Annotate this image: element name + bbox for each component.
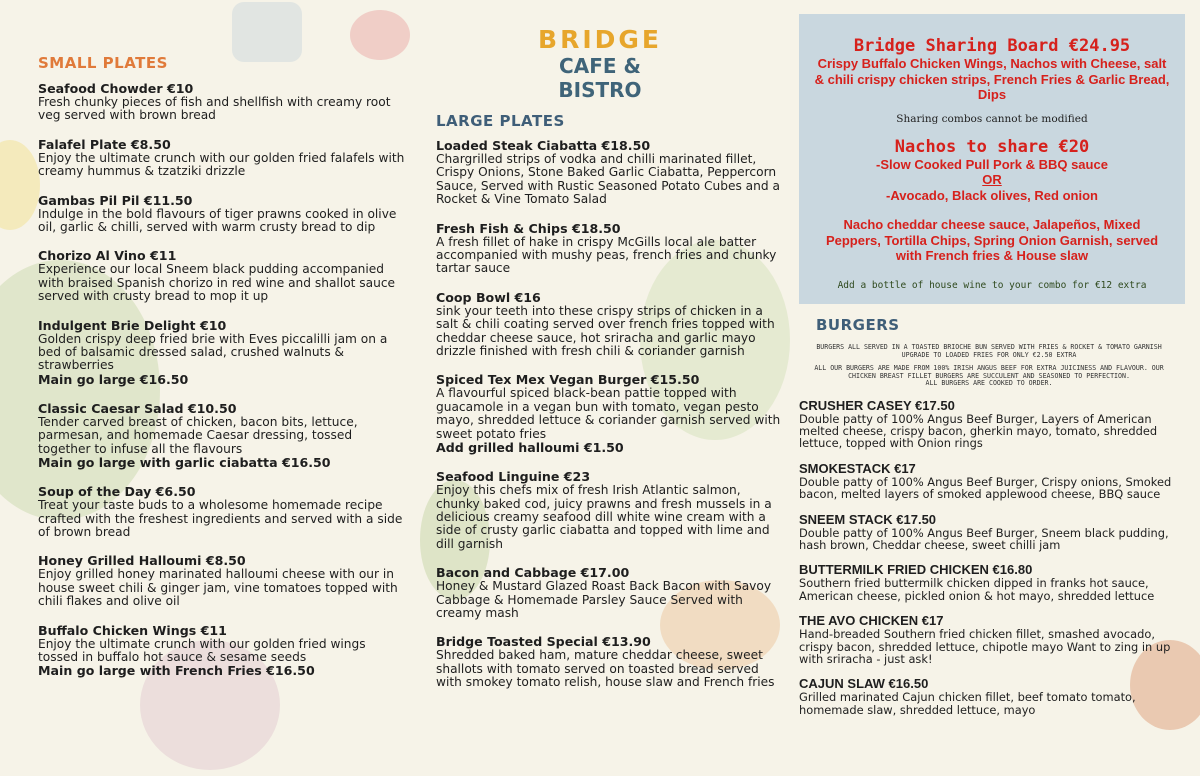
menu-item-name: Seafood Linguine €23 — [436, 469, 591, 485]
menu-item-desc: Honey & Mustard Glazed Roast Back Bacon with Savoy Cabbage & Homemade Parsley Sauce Served with creamy mash — [436, 579, 772, 620]
menu-item-desc: Golden crispy deep fried brie with Eves piccalilli jam on a bed of balsamic dressed salad, crushed walnuts & strawberries — [38, 331, 388, 373]
burgers-intro-1: BURGERS ALL SERVED IN A TOASTED BRIOCHE BUN SERVED WITH FRIES & ROCKET & TOMATO GARNISH — [816, 343, 1162, 351]
menu-item-desc: A fresh fillet of hake in crispy McGills local ale batter accompanied with mushy peas, french fries and chunky tartar sauce — [436, 234, 777, 276]
menu-item-name: Falafel Plate €8.50 — [38, 136, 171, 152]
menu-item — [799, 676, 1179, 716]
nachos-desc: Nacho cheddar cheese sauce, Jalapeños, Mixed Peppers, Tortilla Chips, Spring Onion Garnish, served with French fries & House slaw — [825, 217, 1159, 263]
menu-item-desc: Double patty of 100% Angus Beef Burger, Layers of American melted cheese, crispy bacon, gherkin mayo, tomato, shredded lettuce, topped with Onion rings — [799, 411, 1158, 451]
sharing-note: Sharing combos cannot be modified — [896, 112, 1088, 125]
nachos-option-2: -Avocado, Black olives, Red onion — [886, 187, 1098, 203]
menu-item-desc: Enjoy the ultimate crunch with our golden fried falafels with creamy hummus & tzatziki drizzle — [38, 150, 405, 179]
menu-item-desc: sink your teeth into these crispy strips of chicken in a salt & chili coating served over french fries topped with cheddar cheese sauce, hot sriracha and garlic mayo drizzle finished with fresh chili & coriander garnish — [436, 303, 775, 359]
menu-item — [38, 249, 408, 303]
menu-item-name: CAJUN SLAW €16.50 — [799, 676, 929, 692]
sharing-board-title: Bridge Sharing Board €24.95 — [853, 36, 1131, 56]
menu-item-desc: Enjoy the ultimate crunch with our golden fried wings tossed in buffalo hot sauce & sesame seeds — [38, 636, 366, 664]
menu-item — [38, 624, 408, 679]
menu-item — [799, 562, 1179, 602]
menu-item-desc: Experience our local Sneem black pudding accompanied with braised Spanish chorizo in red wine and shallot sauce served with crusty bread to mop it up — [38, 262, 396, 304]
menu-item-name: Honey Grilled Halloumi €8.50 — [38, 553, 246, 569]
menu-item-desc: Grilled marinated Cajun chicken fillet, beef tomato tomato, homemade slaw, shredded lettuce, mayo — [799, 690, 1136, 717]
nachos-title: Nachos to share €20 — [894, 136, 1090, 157]
menu-item-name: Gambas Pil Pil €11.50 — [38, 192, 193, 208]
menu-item-desc: Tender carved breast of chicken, bacon bits, lettuce, parmesan, and homemade Caesar dressing, tossed together to infuse all the flavours — [38, 414, 358, 456]
menu-item-name: THE AVO CHICKEN €17 — [799, 613, 944, 629]
menu-item — [38, 319, 408, 387]
large-plates-list — [436, 139, 786, 705]
menu-item-desc: Enjoy grilled honey marinated halloumi cheese with our in house sweet chili & ginger jam, vine tomatoes topped with chili flakes and olive oil — [38, 567, 398, 609]
menu-item-name: Bridge Toasted Special €13.90 — [436, 634, 651, 650]
menu-item-extra: Main go large €16.50 — [38, 371, 189, 387]
menu-item — [38, 554, 408, 608]
menu-item-name: Buffalo Chicken Wings €11 — [38, 622, 227, 638]
menu-item-extra: Main go large with French Fries €16.50 — [38, 663, 315, 679]
menu-item — [38, 194, 408, 235]
wine-note: Add a bottle of house wine to your combo for €12 extra — [837, 279, 1147, 291]
menu-item-name: Chorizo Al Vino €11 — [38, 248, 177, 264]
menu-item-name: Fresh Fish & Chips €18.50 — [436, 220, 621, 236]
menu-item — [38, 82, 408, 123]
nachos-or: OR — [982, 172, 1002, 187]
burgers-title: BURGERS — [816, 316, 900, 334]
menu-item-name: BUTTERMILK FRIED CHICKEN €16.80 — [799, 562, 1033, 578]
menu-item-name: Loaded Steak Ciabatta €18.50 — [436, 138, 651, 153]
menu-item-desc: Fresh chunky pieces of fish and shellfish with creamy root veg served with brown bread — [38, 95, 391, 123]
menu-item-name: Indulgent Brie Delight €10 — [38, 317, 227, 333]
menu-item — [436, 635, 786, 689]
small-plates-title: SMALL PLATES — [38, 54, 168, 72]
menu-item-name: Bacon and Cabbage €17.00 — [436, 565, 630, 581]
decor-salt-shakers — [232, 2, 302, 62]
large-plates-title: LARGE PLATES — [436, 112, 565, 130]
menu-item-desc: A flavourful spiced black-bean pattie topped with guacamole in a vegan bun with tomato, vegan pesto mayo, shredded lettuce & coriander garnish served with sweet potato fries — [436, 386, 781, 441]
menu-item-desc: Shredded baked ham, mature cheddar cheese, sweet shallots with tomato served on toasted bread served with smokey tomato relish, house slaw and French fries — [436, 648, 775, 690]
menu-item — [38, 485, 408, 539]
menu-item-desc: Indulge in the bold flavours of tiger prawns cooked in olive oil, garlic & chilli, served with warm crusty bread to dip — [38, 206, 397, 235]
burgers-intro-4: ALL BURGERS ARE COOKED TO ORDER. — [925, 379, 1053, 387]
menu-item-desc: Hand-breaded Southern fried chicken fillet, smashed avocado, crispy bacon, shredded lettuce, chipotle mayo Want to zing in up with sriracha - just ask! — [799, 627, 1171, 666]
menu-item — [38, 402, 408, 470]
menu-item — [799, 461, 1179, 501]
menu-item — [799, 613, 1179, 665]
menu-item-extra: Add grilled halloumi €1.50 — [436, 440, 624, 456]
combo-panel — [799, 14, 1185, 304]
menu-item-name: Soup of the Day €6.50 — [38, 484, 196, 500]
menu-item-name: Spiced Tex Mex Vegan Burger €15.50 — [436, 372, 700, 388]
menu-item-desc: Enjoy this chefs mix of fresh Irish Atlantic salmon, chunky baked cod, juicy prawns and fresh mussels in a delicious creamy seafood dill white wine cream with a side of crusty garlic ciabatta and topped with lime and dill garnish — [436, 483, 772, 551]
burgers-intro-3: ALL OUR BURGERS ARE MADE FROM 100% IRISH ANGUS BEEF FOR EXTRA JUICINESS AND FLAVOUR. OUR CHICKEN BREAST FILLET BURGERS ARE SUCCULENT AND SEASONED TO PERFECTION. — [814, 364, 1164, 380]
menu-item — [436, 373, 786, 455]
brand-logo — [520, 26, 680, 102]
menu-item — [38, 138, 408, 179]
menu-item — [436, 139, 786, 207]
menu-item-desc: Double patty of 100% Angus Beef Burger, Sneem black pudding, hash brown, Cheddar cheese, sweet chilli jam — [799, 525, 1169, 552]
menu-item — [436, 291, 786, 359]
sharing-board-desc: Crispy Buffalo Chicken Wings, Nachos with Cheese, salt & chili crispy chicken strips, French Fries & Garlic Bread, Dips — [814, 56, 1170, 102]
nachos-option-1: -Slow Cooked Pull Pork & BBQ sauce — [876, 156, 1108, 172]
menu-item — [436, 222, 786, 276]
decor-lemon — [0, 140, 40, 230]
menu-item-name: Coop Bowl €16 — [436, 289, 541, 305]
menu-item-name: CRUSHER CASEY €17.50 — [799, 397, 955, 413]
menu-item-desc: Chargrilled strips of vodka and chilli marinated fillet, Crispy Onions, Stone Baked Garlic Ciabatta, Peppercorn Sauce, Served with Rustic Seasoned Potato Cubes and a Rocket & Vine Tomato Salad — [436, 152, 780, 207]
small-plates-list — [38, 82, 408, 693]
menu-item — [436, 566, 786, 620]
decor-berries — [350, 10, 410, 60]
burgers-list — [799, 398, 1179, 717]
menu-item-name: SNEEM STACK €17.50 — [799, 511, 937, 527]
brand-name: BRIDGE — [538, 25, 662, 54]
menu-item-desc: Southern fried buttermilk chicken dipped in franks hot sauce, American cheese, pickled onion & hot mayo, shredded lettuce — [799, 576, 1155, 603]
menu-item — [799, 512, 1179, 552]
menu-item-name: SMOKESTACK €17 — [799, 460, 916, 476]
menu-item-extra: Main go large with garlic ciabatta €16.50 — [38, 455, 331, 471]
menu-item — [799, 398, 1179, 450]
burgers-intro — [799, 344, 1179, 388]
burgers-intro-2: UPGRADE TO LOADED FRIES FOR ONLY €2.50 EXTRA — [901, 350, 1077, 359]
menu-item-desc: Treat your taste buds to a wholesome homemade recipe crafted with the freshest ingredients and served with a side of brown bread — [38, 498, 403, 539]
menu-item-name: Classic Caesar Salad €10.50 — [38, 400, 237, 416]
burgers-section — [799, 316, 1179, 727]
menu-item-desc: Double patty of 100% Angus Beef Burger, Crispy onions, Smoked bacon, melted layers of smoked applewood cheese, BBQ sauce — [799, 474, 1172, 502]
menu-item — [436, 470, 786, 551]
menu-item-name: Seafood Chowder €10 — [38, 81, 194, 96]
brand-subtitle: CAFE & BISTRO — [558, 54, 642, 102]
